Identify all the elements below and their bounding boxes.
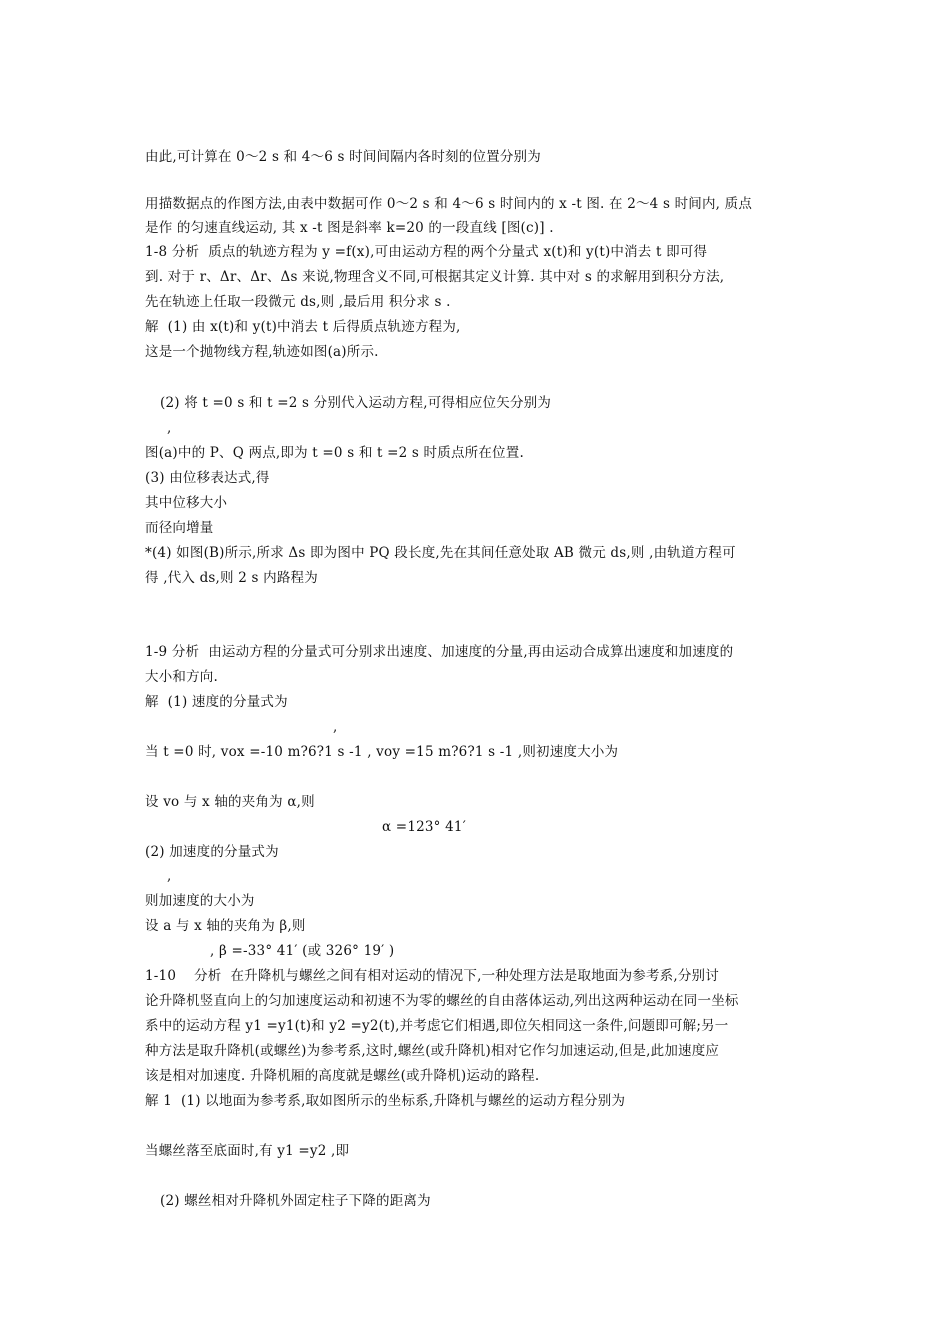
text-line: , <box>167 868 172 884</box>
text-line: 设 vo 与 x 轴的夹角为 α,则 <box>145 794 315 810</box>
text-line: 当 t =0 时, vox =-10 m?6?1 s -1 , voy =15 m?6?1 s -1 ,则初速度大小为 <box>145 744 619 760</box>
text-line: *(4) 如图(B)所示,所求 Δs 即为图中 PQ 段长度,先在其间任意处取 AB 微元 ds,则 ,由轨道方程可 <box>145 545 736 561</box>
text-line: 1-9 分析 由运动方程的分量式可分别求出速度、加速度的分量,再由运动合成算出速度和加速度的 <box>145 644 734 660</box>
text-line: 设 a 与 x 轴的夹角为 β,则 <box>145 918 306 934</box>
text-line: 解 1 (1) 以地面为参考系,取如图所示的坐标系,升降机与螺丝的运动方程分别为 <box>145 1093 626 1109</box>
text-line: (2) 螺丝相对升降机外固定柱子下降的距离为 <box>160 1193 431 1209</box>
text-line: (3) 由位移表达式,得 <box>145 470 270 486</box>
text-line: 论升降机竖直向上的匀加速度运动和初速不为零的螺丝的自由落体运动,列出这两种运动在同一坐标 <box>145 993 739 1009</box>
text-line: 图(a)中的 P、Q 两点,即为 t =0 s 和 t =2 s 时质点所在位置. <box>145 445 524 461</box>
text-line: 该是相对加速度. 升降机厢的高度就是螺丝(或升降机)运动的路程. <box>145 1068 540 1084</box>
text-line: 其中位移大小 <box>145 495 228 511</box>
text-line: 种方法是取升降机(或螺丝)为参考系,这时,螺丝(或升降机)相对它作匀加速运动,但是,此加速度应 <box>145 1043 720 1059</box>
text-line: 这是一个抛物线方程,轨迹如图(a)所示. <box>145 344 379 360</box>
text-line: (2) 加速度的分量式为 <box>145 844 279 860</box>
text-line: 由此,可计算在 0～2 s 和 4～6 s 时间间隔内各时刻的位置分别为 <box>145 149 541 165</box>
text-line: 得 ,代入 ds,则 2 s 内路程为 <box>145 570 318 586</box>
text-line: 而径向增量 <box>145 520 214 536</box>
text-line: 当螺丝落至底面时,有 y1 =y2 ,即 <box>145 1143 350 1159</box>
text-line: (2) 将 t =0 s 和 t =2 s 分别代入运动方程,可得相应位矢分别为 <box>160 395 552 411</box>
text-line: 解 (1) 由 x(t)和 y(t)中消去 t 后得质点轨迹方程为, <box>145 319 461 335</box>
text-line: 则加速度的大小为 <box>145 893 255 909</box>
text-line: 1-8 分析 质点的轨迹方程为 y =f(x),可由运动方程的两个分量式 x(t)和 y(t)中消去 t 即可得 <box>145 244 708 260</box>
text-line: 1-10 分析 在升降机与螺丝之间有相对运动的情况下,一种处理方法是取地面为参考系,分别讨 <box>145 968 719 984</box>
text-line: 用描数据点的作图方法,由表中数据可作 0～2 s 和 4～6 s 时间内的 x -t 图. 在 2～4 s 时间内, 质点 <box>145 196 753 212</box>
text-line: α =123° 41′ <box>382 819 466 835</box>
text-line: 先在轨迹上任取一段微元 ds,则 ,最后用 积分求 s . <box>145 294 451 310</box>
text-line: 是作 的匀速直线运动, 其 x -t 图是斜率 k=20 的一段直线 [图(c)] . <box>145 220 554 236</box>
text-line: 系中的运动方程 y1 =y1(t)和 y2 =y2(t),并考虑它们相遇,即位矢相同这一条件,问题即可解;另一 <box>145 1018 729 1034</box>
text-line: 大小和方向. <box>145 669 218 685</box>
text-line: 到. 对于 r、Δr、Δr、Δs 来说,物理含义不同,可根据其定义计算. 其中对 s 的求解用到积分方法, <box>145 269 725 285</box>
text-line: 解 (1) 速度的分量式为 <box>145 694 288 710</box>
text-line: , <box>167 420 172 436</box>
text-line: , β =-33° 41′ (或 326° 19′ ) <box>210 943 395 959</box>
text-line: , <box>333 719 338 735</box>
